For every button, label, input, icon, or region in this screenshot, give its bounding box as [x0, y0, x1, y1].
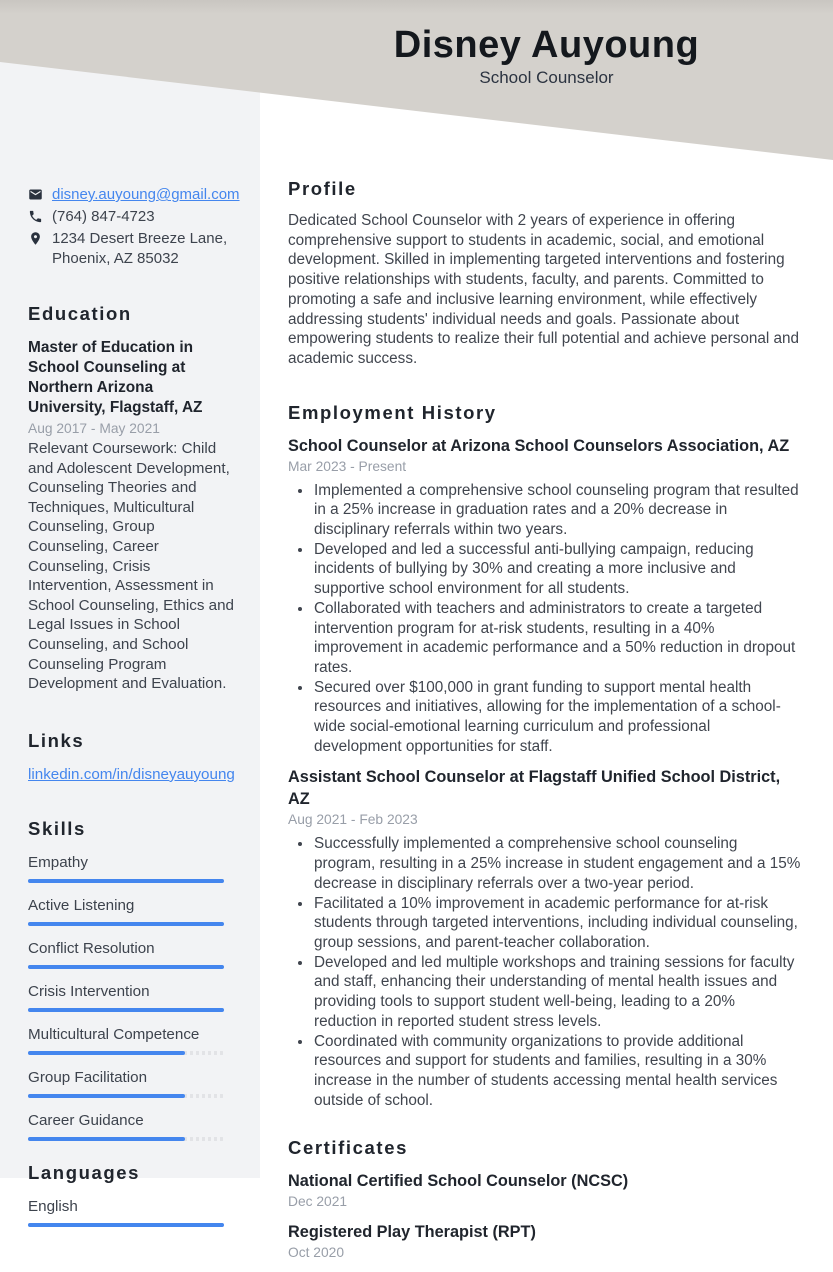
certificates-heading: Certificates [288, 1137, 408, 1159]
skill-progress-track [28, 1051, 224, 1055]
education-dates: Aug 2017 - May 2021 [28, 421, 160, 436]
header [260, 24, 833, 89]
contact-phone-row [28, 207, 234, 227]
languages-section [28, 1161, 234, 1227]
address-line2: Phoenix, AZ 85032 [52, 250, 179, 267]
skill-progress-fill [28, 965, 224, 969]
education-section [28, 302, 234, 694]
skills-heading: Skills [28, 817, 86, 839]
address-line1: 1234 Desert Breeze Lane, [52, 230, 228, 247]
job-bullet: • Collaborated with teachers and administrators to create a targeted intervention program for at-risk students, resulting in a 40% improvement in academic performance and a 50% reduction in dropout rates. [313, 599, 802, 678]
skill-item [28, 1025, 234, 1055]
skill-progress-track [28, 1094, 224, 1098]
job-entry [288, 766, 802, 1110]
skill-progress-track [28, 879, 224, 883]
skill-progress-fill [28, 1094, 185, 1098]
skill-label: Group Facilitation [28, 1068, 148, 1086]
education-degree: Master of Education in School Counseling at Northern Arizona University, Flagstaff, AZ [28, 339, 203, 416]
job-bullet: • Developed and led multiple workshops and training sessions for faculty and staff, enhancing their understanding of mental health issues and providing tools to support student well-being, leading to a 20% reduction in reported student stress levels. [313, 953, 802, 1032]
skill-progress-fill [28, 1008, 224, 1012]
skill-label: Conflict Resolution [28, 939, 155, 957]
skill-label: Empathy [28, 853, 88, 871]
employment-section [288, 401, 802, 1111]
skill-label: Multicultural Competence [28, 1025, 200, 1043]
job-bullet: • Developed and led a successful anti-bullying campaign, reducing incidents of bullying by 30% and creating a more inclusive and supportive school environment for all students. [313, 540, 802, 599]
language-item [28, 1197, 234, 1227]
skill-progress-track [28, 922, 224, 926]
links-section [28, 729, 234, 785]
skill-item [28, 896, 234, 926]
envelope-icon [28, 187, 43, 202]
job-bullet: • Implemented a comprehensive school counseling program that resulted in a 25% increase in graduation rates and a 20% decrease in disciplinary referrals within two years. [313, 481, 802, 540]
job-title: Assistant School Counselor at Flagstaff Unified School District, AZ [288, 768, 781, 809]
skill-progress-track [28, 1137, 224, 1141]
job-dates: Mar 2023 - Present [288, 458, 407, 474]
links-heading: Links [28, 729, 85, 751]
job-bullet-list [288, 481, 802, 757]
certificate-date: Dec 2021 [288, 1194, 348, 1210]
skills-section [28, 817, 234, 1141]
job-bullet: • Facilitated a 10% improvement in academic performance for at-risk students through targeted interventions, including individual counseling, group sessions, and parent-teacher collaboration. [313, 894, 802, 953]
location-pin-icon [28, 231, 43, 246]
skill-item [28, 982, 234, 1012]
contact-email-row [28, 185, 240, 205]
language-label: English [28, 1197, 78, 1215]
job-bullet: • Coordinated with community organizations to provide additional resources and support for students and families, resulting in a 30% increase in the number of students accessing mental health services outside of school. [313, 1032, 802, 1111]
certificate-entry [288, 1170, 802, 1211]
skill-label: Active Listening [28, 896, 135, 914]
skill-progress-fill [28, 1137, 185, 1141]
certificates-section [288, 1136, 802, 1262]
skill-progress-track [28, 1008, 224, 1012]
skill-label: Crisis Intervention [28, 982, 150, 1000]
profile-heading: Profile [288, 178, 357, 199]
certificate-title: Registered Play Therapist (RPT) [288, 1223, 536, 1242]
education-description: Relevant Coursework: Child and Adolescent Development, Counseling Theories and Techniques, Multicultural Counseling, Group Counseling, Career Counseling, Crisis Intervention, Assessment in School Counseling, Ethics and Legal Issues in School Counseling, and School Counseling Program Development and Evaluation. [28, 440, 235, 693]
certificate-date: Oct 2020 [288, 1245, 344, 1261]
employment-heading: Employment History [288, 401, 497, 423]
phone-icon [28, 209, 43, 224]
contact-block [28, 185, 240, 269]
job-title: School Counselor at Arizona School Counselors Association, AZ [288, 436, 790, 455]
main-content [260, 0, 833, 1272]
job-bullet-list [288, 834, 802, 1110]
linkedin-link[interactable]: linkedin.com/in/disneyauyoung [28, 765, 235, 783]
profile-text: Dedicated School Counselor with 2 years of experience in offering comprehensive support to students in academic, social, and emotional development. Skilled in implementing targeted interventions and fostering positive relationships with students, faculty, and parents. Committed to promoting a safe and inclusive learning environment, while effectively addressing students' individual needs and goals. Passionate about empowering students to realize their full potential and achieve personal and academic success. [288, 212, 800, 367]
phone-number: (764) 847-4723 [52, 208, 155, 225]
profile-section [288, 177, 802, 369]
language-progress-track [28, 1223, 224, 1227]
contact-address-row [28, 229, 234, 269]
skill-progress-track [28, 965, 224, 969]
skill-item [28, 1068, 234, 1098]
skill-item [28, 1111, 234, 1141]
skill-progress-fill [28, 879, 224, 883]
certificate-title: National Certified School Counselor (NCSC) [288, 1172, 629, 1191]
skill-progress-fill [28, 922, 224, 926]
skill-item [28, 853, 234, 883]
certificate-entry [288, 1221, 802, 1262]
candidate-name: Disney Auyoung [393, 24, 700, 66]
languages-heading: Languages [28, 1161, 141, 1183]
address-text [52, 229, 227, 269]
job-entry [288, 435, 802, 757]
candidate-title: School Counselor [479, 68, 614, 87]
sidebar [0, 0, 260, 1215]
skill-label: Career Guidance [28, 1111, 144, 1129]
job-bullet: • Successfully implemented a comprehensive school counseling program, resulting in a 25% increase in student engagement and a 15% decrease in disciplinary referrals over a two-year period. [313, 834, 802, 893]
skill-progress-fill [28, 1051, 185, 1055]
email-link[interactable]: disney.auyoung@gmail.com [52, 186, 240, 203]
education-heading: Education [28, 303, 132, 324]
skill-item [28, 939, 234, 969]
job-bullet: • Secured over $100,000 in grant funding to support mental health resources and initiatives, allowing for the implementation of a school-wide social-emotional learning curriculum and professional development opportunities for staff. [313, 678, 802, 757]
language-progress-fill [28, 1223, 224, 1227]
job-dates: Aug 2021 - Feb 2023 [288, 812, 418, 828]
